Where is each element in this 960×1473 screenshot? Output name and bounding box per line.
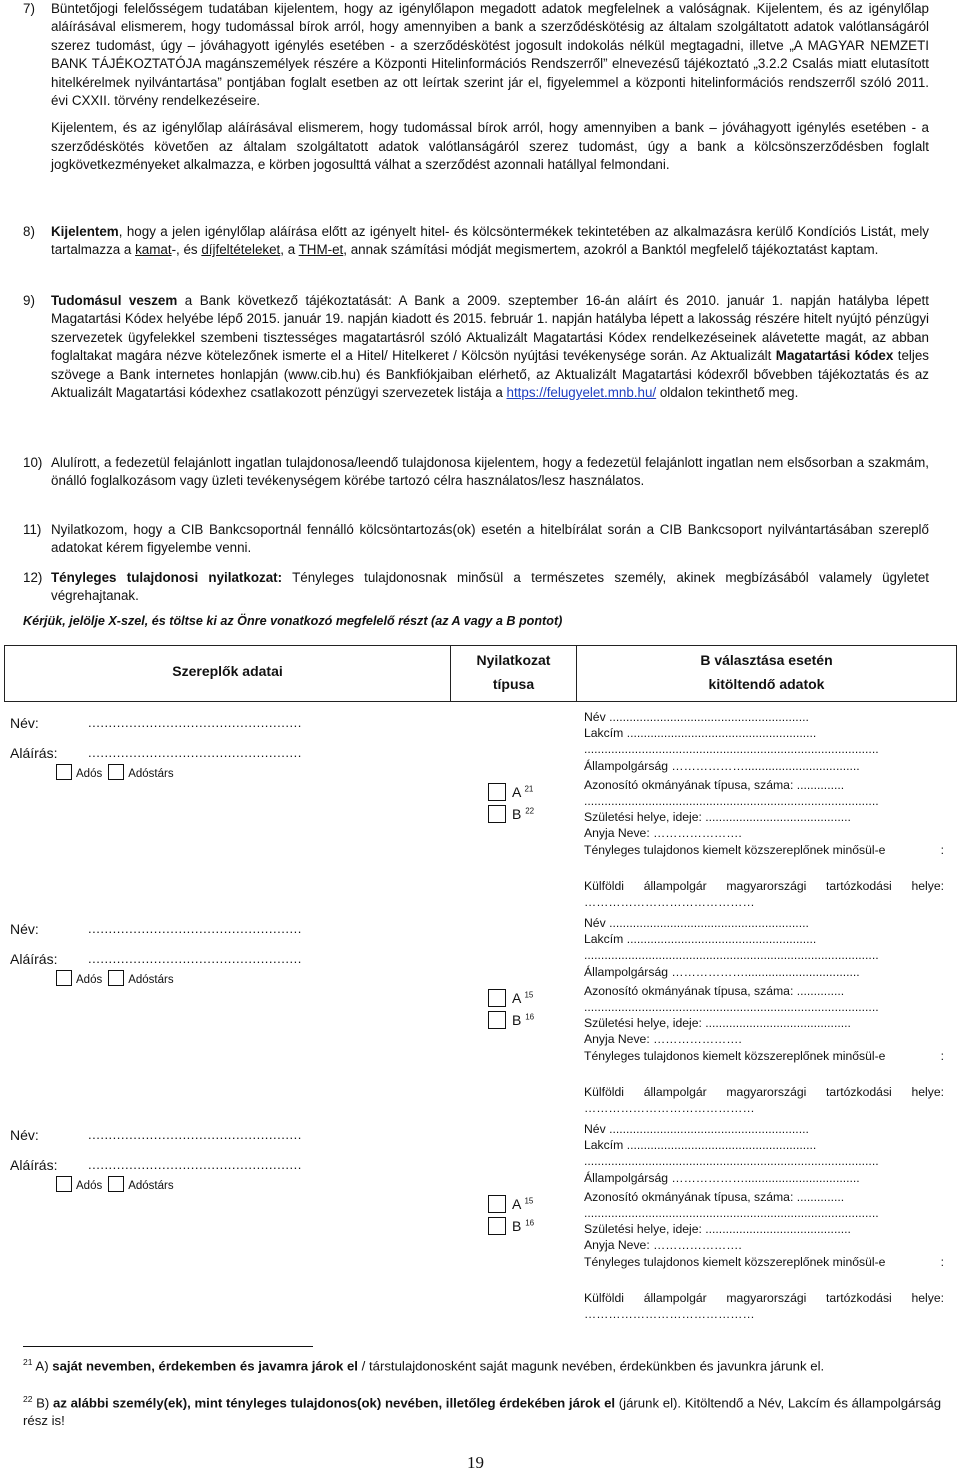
role-options [56,764,180,780]
mnb-link[interactable]: https://felugyelet.mnb.hu/ [506,385,657,401]
header-b-fields: kitöltendő adatok [708,676,825,692]
b-citizenship-field[interactable]: Állampolgárság ……………….................................. [584,1170,860,1185]
b-foreign-residence-field[interactable]: …………………………………… [584,895,755,909]
option-b-checkbox[interactable] [488,805,506,823]
header-declaration-type: típusa [492,676,535,692]
signature-field[interactable]: .................................................... [88,1157,302,1172]
b-name-field[interactable]: Név ........................................................... [584,710,809,724]
b-mother-name-field[interactable]: Anyja Neve: …………………. [584,1238,742,1253]
option-a: A $^{15}$ [488,989,533,1007]
option-a: A $^{21}$ [488,783,533,801]
item-number: 8) [23,224,35,239]
option-b-checkbox[interactable] [488,1217,506,1235]
name-label: Név: [10,921,39,937]
signature-label: Aláírás: [10,745,58,761]
b-name-field[interactable]: Név ........................................................... [584,916,809,930]
codebtor-label: Adóstárs [128,974,174,986]
b-pep-question: Tényleges tulajdonos kiemelt közszereplőnek minősül-e : [584,842,944,857]
item-number: 10) [23,455,43,470]
header-cell [5,646,451,702]
b-id-document-field-cont[interactable]: ....................................................................................... [584,1000,879,1014]
item-text: Alulírott, a fedezetül felajánlott ingatlan tulajdonosa/leendő tulajdonosa kijelentem, hogy a fedezetül felajánlott ingatlan nem elsősorban a szakmám, önálló foglalkozásom vagy üzleti tevékenységem körébe tartozó célra használatos/lesz használatos. [51,455,929,489]
debtor-checkbox[interactable] [56,1176,72,1192]
debtor-checkbox[interactable] [56,970,72,986]
item-10 [23,454,929,491]
codebtor-checkbox[interactable] [108,1176,124,1192]
b-name-field[interactable]: Név ........................................................... [584,1122,809,1136]
b-id-document-field[interactable]: Azonosító okmányának típusa, száma: .............. [584,983,845,998]
header-b-choice: B választása esetén [700,652,833,668]
b-address-field[interactable]: Lakcím ........................................................ [584,932,817,947]
item-text: Kijelentem, és az igénylőlap aláírásával elismerem, hogy tudomással bírok arról, hogy amennyiben a bank – jóváhagyott igénylés esetében - a szerződéskötés követően az általam szolgáltatott adatok valótlanságáról szerez tudomást, úgy a bank a kölcsönszerződésben foglalt jogkövetkezményeket alkalmazza, e körben jogosulttá válhat a szerződést azonnali hatállyal felmondani. [51,120,929,173]
name-field[interactable]: .................................................... [88,715,302,730]
name-label: Név: [10,1127,39,1143]
b-mother-name-field[interactable]: Anyja Neve: …………………. [584,826,742,841]
option-a-checkbox[interactable] [488,783,506,801]
b-address-field[interactable]: Lakcím ........................................................ [584,1138,817,1153]
debtor-label: Adós [76,768,103,780]
item-number: 12) [23,570,43,585]
option-b-checkbox[interactable] [488,1011,506,1029]
debtor-checkbox[interactable] [56,764,72,780]
item-text: Kijelentem, hogy a jelen igénylőlap aláírása előtt az igényelt hitel- és kölcsöntermékek tekintetében az alkalmazásra kerülő Kondíciós Listát, mely tartalmazza a kamat-, és díjfeltételeket, a THM-et, annak számítási módját megismertem, azokról a Banktól megfelelő tájékoztatást kaptam. [51,224,929,258]
b-id-document-field-cont[interactable]: ....................................................................................... [584,1206,879,1220]
footnote-21: $^{21}$ A) saját nevemben, érdekemben és javamra járok el / társtulajdonosként saját magunk nevében, érdekünkben és javunkra járunk el. [23,1357,825,1374]
page-number: 19 [467,1453,484,1472]
b-foreign-residence-label: Külföldi állampolgár magyarországi tartózkodási helye: [584,1084,944,1099]
signature-label: Aláírás: [10,1157,58,1173]
b-address-field-cont[interactable]: ....................................................................................... [584,742,879,757]
footnote-divider [23,1346,313,1347]
footnote-22: $^{22}$ B) az alábbi személy(ek), mint tényleges tulajdonos(ok) nevében, illetőleg érdekében járok el (járunk el). Kitöltendő a Név, Lakcím és állampolgárság rész is! [23,1394,942,1429]
item-number: 11) [23,522,42,537]
name-field[interactable]: .................................................... [88,921,302,936]
b-foreign-residence-label: Külföldi állampolgár magyarországi tartózkodási helye: [584,1290,944,1305]
name-label: Név: [10,715,39,731]
item-9 [23,292,929,402]
option-a-checkbox[interactable] [488,989,506,1007]
name-field[interactable]: .................................................... [88,1127,302,1142]
b-address-field-cont[interactable]: ....................................................................................... [584,1154,879,1169]
b-id-document-field[interactable]: Azonosító okmányának típusa, száma: .............. [584,1189,845,1204]
b-birth-field[interactable]: Születési helye, ideje: ........................................... [584,810,851,825]
codebtor-label: Adóstárs [128,768,174,780]
b-foreign-residence-field[interactable]: …………………………………… [584,1307,755,1321]
b-foreign-residence-field[interactable]: …………………………………… [584,1101,755,1115]
b-pep-question: Tényleges tulajdonos kiemelt közszereplőnek minősül-e : [584,1254,944,1269]
header-actors: Szereplők adatai [172,663,283,679]
item-8 [23,223,929,260]
item-text: Tényleges tulajdonosi nyilatkozat: Tényleges tulajdonosnak minősül a természetes személy, akinek megbízásából valamely ügyletet végrehajtanak. [51,570,929,604]
signature-field[interactable]: .................................................... [88,745,302,760]
b-address-field-cont[interactable]: ....................................................................................... [584,948,879,963]
header-declaration: Nyilatkozat [476,652,551,668]
header-cell [577,646,957,702]
b-citizenship-field[interactable]: Állampolgárság ……………….................................. [584,758,860,773]
option-a-checkbox[interactable] [488,1195,506,1213]
b-mother-name-field[interactable]: Anyja Neve: …………………. [584,1032,742,1047]
codebtor-checkbox[interactable] [108,970,124,986]
instruction-text: Kérjük, jelölje X-szel, és töltse ki az Önre vonatkozó megfelelő részt (az A vagy a B pontot) [23,614,563,628]
option-b: B $^{16}$ [488,1011,534,1029]
b-citizenship-field[interactable]: Állampolgárság ……………….................................. [584,964,860,979]
option-a: A $^{15}$ [488,1195,533,1213]
option-b: B $^{22}$ [488,805,534,823]
codebtor-label: Adóstárs [128,1180,174,1192]
debtor-label: Adós [76,1180,103,1192]
item-11 [23,521,929,558]
item-7 [23,0,929,175]
signature-label: Aláírás: [10,951,58,967]
b-birth-field[interactable]: Születési helye, ideje: ........................................... [584,1222,851,1237]
role-options [56,970,180,986]
item-number: 9) [23,293,35,308]
header-cell [451,646,577,702]
item-text: Nyilatkozom, hogy a CIB Bankcsoportnál fennálló kölcsöntartozás(ok) esetén a hitelbírálat során a CIB Bankcsoport nyilvántartásában szereplő adatokat kérem figyelembe venni. [51,522,929,556]
option-b: B $^{16}$ [488,1217,534,1235]
b-address-field[interactable]: Lakcím ........................................................ [584,726,817,741]
b-birth-field[interactable]: Születési helye, ideje: ........................................... [584,1016,851,1031]
b-id-document-field-cont[interactable]: ....................................................................................... [584,794,879,808]
codebtor-checkbox[interactable] [108,764,124,780]
item-12 [23,569,929,606]
debtor-label: Adós [76,974,103,986]
item-text: Büntetőjogi felelősségem tudatában kijelentem, hogy az igénylőlapon megadott adatok megfelelnek a valóságnak. Kijelentem, és az igénylőlap aláírásával elismerem, hogy tudomással bírok arról, hogy amennyiben a bank a szerződéskötésig az általam szolgáltatott adatok valótlanságáról szerez tudomást, úgy – jóváhagyott igénylés esetében - a szerződéskötést jogosult indokolás nélkül megtagadni, illetve „A MAGYAR NEMZETI BANK TÁJÉKOZTATÓJA magánszemélyek részére a Központi Hitelinformációs Rendszerről” elnevezésű tájékoztató „3.2.2 Csalás miatt elutasított hitelkérelmek nyilvántartása” pontjában foglalt esetben az ott leírtak szerint jár el, figyelemmel a központi hitelinformációs rendszerről szóló 2011. évi CXXII. törvény rendelkezéseire. [51,1,929,109]
b-foreign-residence-label: Külföldi állampolgár magyarországi tartózkodási helye: [584,878,944,893]
role-options [56,1176,180,1192]
b-pep-question: Tényleges tulajdonos kiemelt közszereplőnek minősül-e : [584,1048,944,1063]
item-text: Tudomásul veszem a Bank következő tájékoztatását: A Bank a 2009. szeptember 16-án aláírt és 2010. január 1. napján hatályba lépett Magatartási Kódex helyébe lépő 2015. január 19. napján kiadott és 2015. február 1. napján hatályba lépett a lakosság részére hitelt nyújtó pénzügyi szervezetek ügyfelekkel szembeni tisztességes magatartásról szóló Aktualizált Magatartási Kódex rendelkezéseinek alávetette magát, az abban foglaltakat magára nézve kötelezőnek ismerte el a Hitel/ Hitelkeret / Kölcsön nyújtási tevékenysége során. Az Aktualizált Magatartási kódex teljes szövege a Bank internetes honlapján (www.cib.hu) és Bankfiókjaiban elérhető, az Aktualizált Magatartási kódexről bővebben tájékoztatás és az Aktualizált Magatartási kódexhez csatlakozott pénzügyi szervezetek listája a https://felugyelet.mnb.hu/ oldalon tekinthető meg. [51,293,929,401]
b-id-document-field[interactable]: Azonosító okmányának típusa, száma: .............. [584,777,845,792]
signature-field[interactable]: .................................................... [88,951,302,966]
item-number: 7) [23,1,35,16]
